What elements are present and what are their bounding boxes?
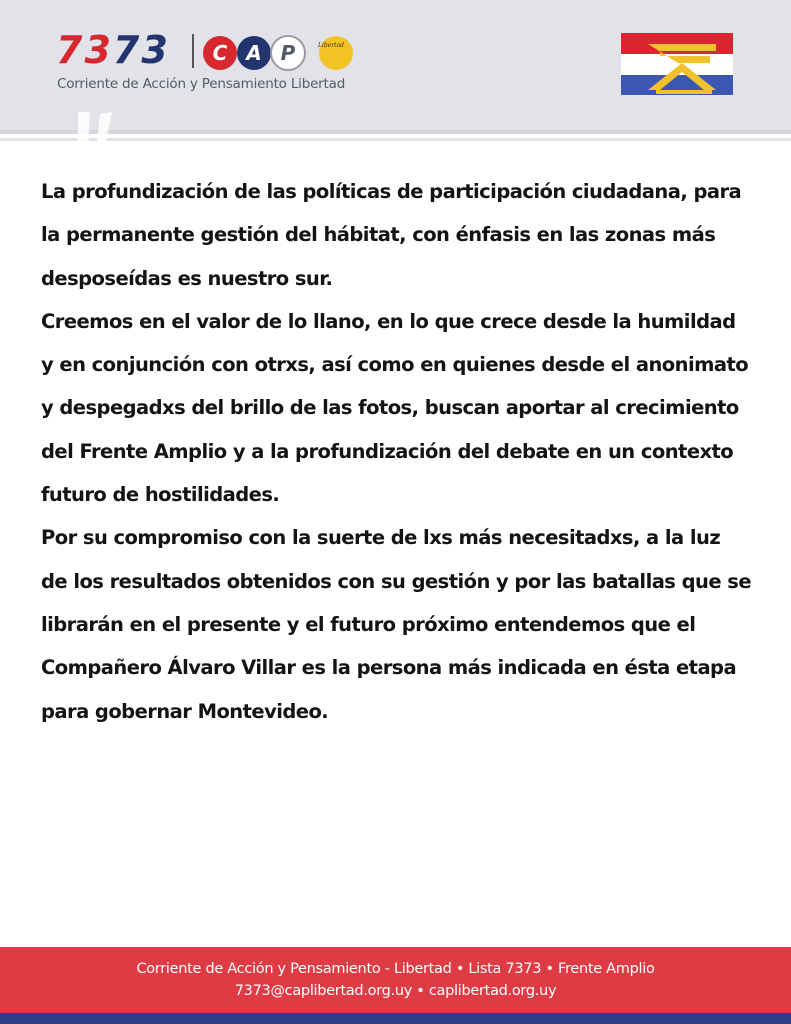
cap-circles-logo xyxy=(202,33,362,71)
logo-letter-a: A xyxy=(246,41,262,65)
logo-number xyxy=(56,28,170,72)
logo-number-part2: 73 xyxy=(112,28,170,72)
letter-body xyxy=(41,170,751,733)
body-paragraph: Por su compromiso con la suerte de lxs más necesitadxs, a la luz de los resultados obtenidos con su gestión y por las batallas que se librarán en el presente y el futuro próximo entendemos que el Compañero Álvaro Villar es la persona más indicada en ésta etapa para gobernar Montevideo. xyxy=(41,526,751,723)
party-flag-icon xyxy=(620,32,734,96)
footer-bottom-stripe xyxy=(0,1013,791,1024)
logo-letter-p: P xyxy=(280,41,296,65)
logo-letter-c: C xyxy=(212,41,228,65)
footer-contact-line: 7373@caplibertad.org.uy • caplibertad.org.uy xyxy=(234,983,557,999)
logo-number-part1: 73 xyxy=(56,28,113,72)
body-paragraph: La profundización de las políticas de participación ciudadana, para la permanente gestión del hábitat, con énfasis en las zonas más desposeídas es nuestro sur. xyxy=(41,180,742,290)
footer-organization-line: Corriente de Acción y Pensamiento - Libertad • Lista 7373 • Frente Amplio xyxy=(136,961,655,977)
logo-small-label: Libertad xyxy=(318,42,344,49)
organization-logo xyxy=(56,30,386,100)
logo-divider xyxy=(192,34,194,68)
body-paragraph: Creemos en el valor de lo llano, en lo que crece desde la humildad y en conjunción con otrxs, así como en quienes desde el anonimato y despegadxs del brillo de las fotos, buscan aportar al crecimiento del Frente Amplio y a la profundización del debate en un contexto futuro de hostilidades. xyxy=(41,309,749,507)
letterhead-footer xyxy=(0,947,791,1013)
logo-tagline: Corriente de Acción y Pensamiento Libertad xyxy=(57,76,346,92)
